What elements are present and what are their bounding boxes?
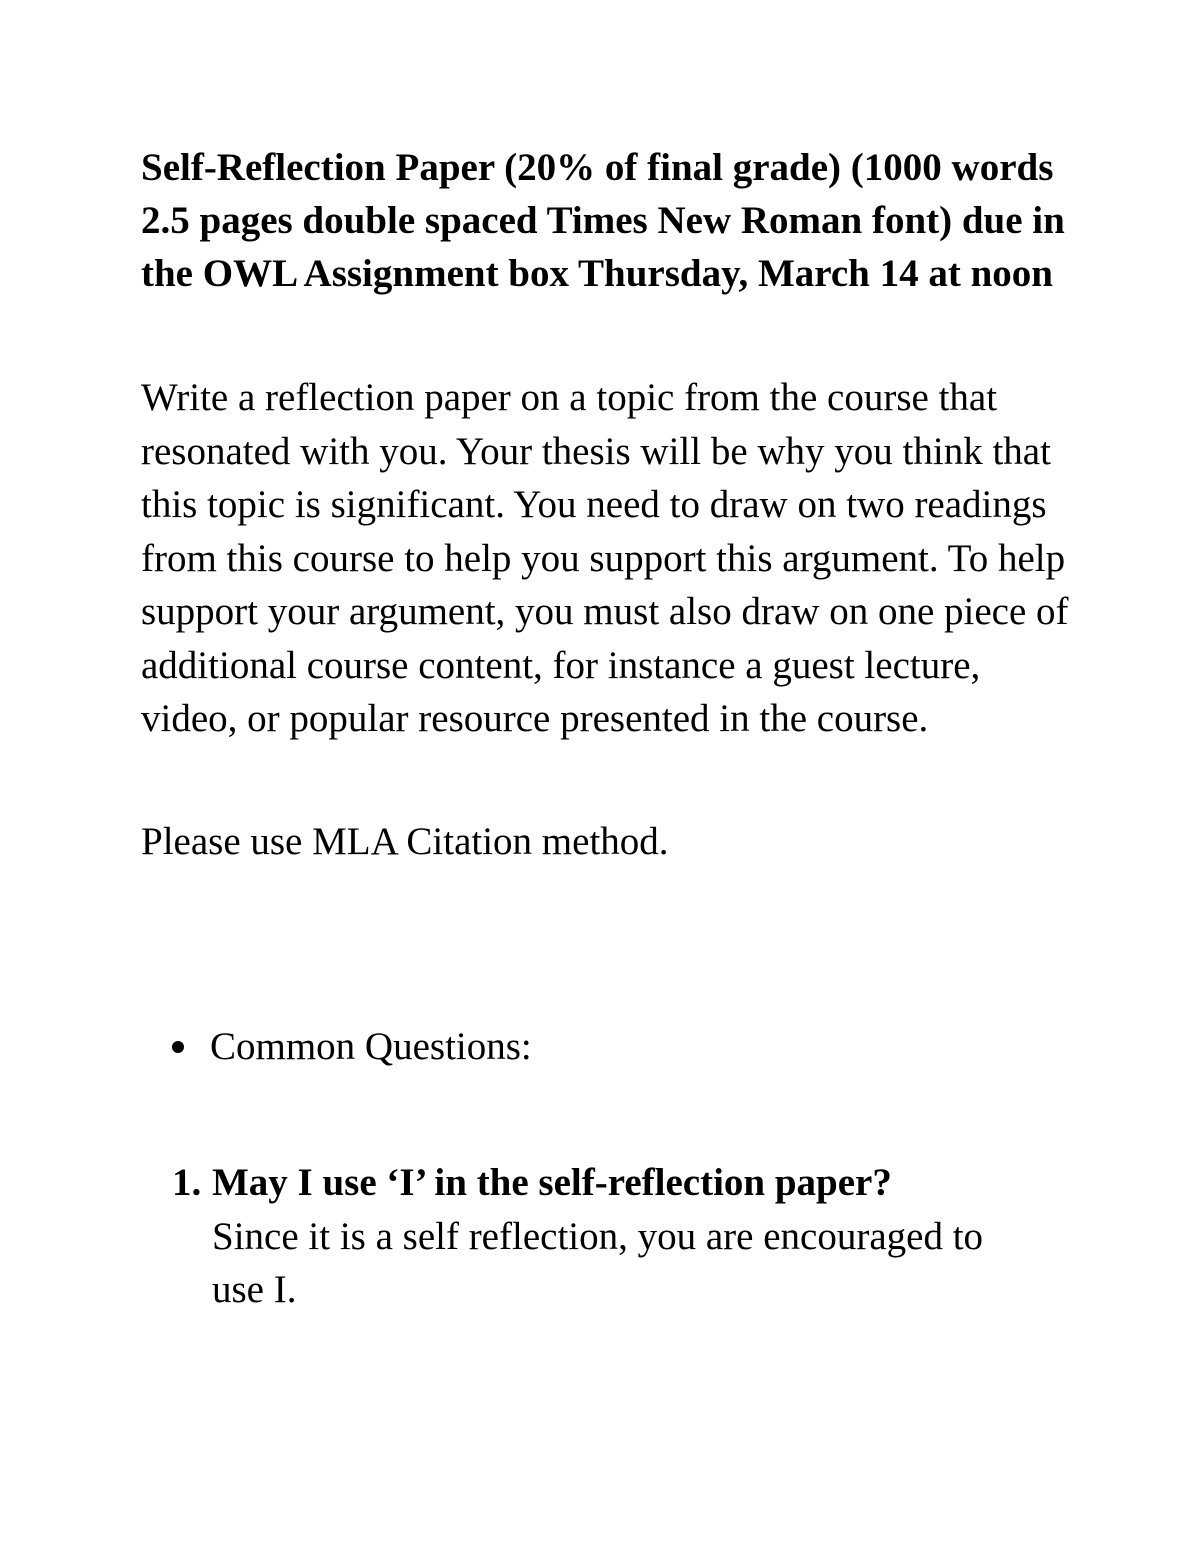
question-text: May I use ‘I’ in the self-reflection paper? [212,1161,892,1204]
bullet-text: Common Questions: [210,1025,532,1068]
citation-note: Please use MLA Citation method. [141,820,669,863]
bullet-dot-icon [172,1041,184,1053]
question-item [172,1156,1052,1317]
bullet-item [172,1020,532,1073]
assignment-heading: Self-Reflection Paper (20% of final grade) (1000 words 2.5 pages double spaced Times New Roman font) due in the OWL Assignment box Thursday, March 14 at noon [141,146,1065,295]
assignment-instructions: Write a reflection paper on a topic from the course that resonated with you. Your thesis will be why you think that this topic is significant. You need to draw on two readings from this course to help you support this argument. To help support your argument, you must also draw on one piece of additional course content, for instance a guest lecture, video, or popular resource presented in the course. [141,376,1069,740]
question-number: 1. [172,1161,202,1204]
question-line [172,1156,1052,1210]
question-answer: Since it is a self reflection, you are encouraged to use I. [212,1214,984,1311]
